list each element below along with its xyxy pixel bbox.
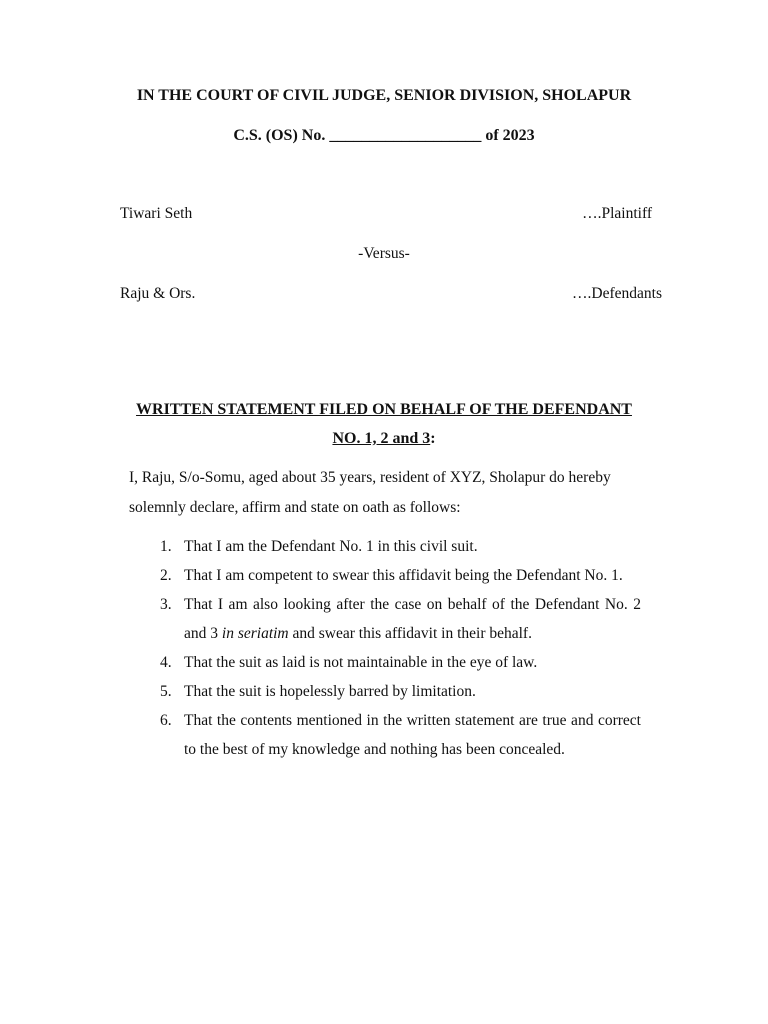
- item-text-before: That I am also looking after the case on behalf of the Defendant No. 2 and 3: [184, 596, 641, 642]
- versus-label: -Versus-: [358, 245, 410, 262]
- statement-heading-text: WRITTEN STATEMENT FILED ON BEHALF OF THE DEFENDANT: [136, 401, 632, 418]
- statement-heading-colon: :: [430, 430, 436, 447]
- defendant-role: ….Defendants: [572, 285, 662, 302]
- item-text: That the suit is hopelessly barred by limitation.: [184, 683, 476, 700]
- list-item: [160, 561, 641, 590]
- item-number: 1.: [160, 538, 172, 555]
- statement-heading-line1: [0, 401, 768, 419]
- item-number: 3.: [160, 596, 172, 613]
- plaintiff-name: Tiwari Seth: [120, 205, 193, 222]
- declaration-intro: I, Raju, S/o-Somu, aged about 35 years, resident of XYZ, Sholapur do hereby solemnly declare, affirm and state on oath as follows:: [129, 469, 611, 516]
- item-number: 5.: [160, 683, 172, 700]
- list-item: [160, 677, 641, 706]
- item-text-after: and swear this affidavit in their behalf.: [288, 625, 532, 642]
- item-text: That the suit as laid is not maintainable in the eye of law.: [184, 654, 538, 671]
- item-text-italic: in seriatim: [221, 625, 289, 642]
- item-text: That I am competent to swear this affidavit being the Defendant No. 1.: [184, 567, 623, 584]
- item-text: [184, 596, 641, 642]
- court-title: IN THE COURT OF CIVIL JUDGE, SENIOR DIVISION, SHOLAPUR: [136, 87, 632, 104]
- affidavit-items: [160, 532, 641, 764]
- item-number: 4.: [160, 654, 172, 671]
- list-item: [160, 648, 641, 677]
- statement-heading-line2: [0, 430, 768, 448]
- defendant-name: Raju & Ors.: [120, 285, 196, 302]
- list-item: [160, 590, 641, 648]
- case-number: C.S. (OS) No. ___________________ of 2023: [233, 127, 535, 144]
- item-text: That the contents mentioned in the written statement are true and correct to the best of my knowledge and nothing has been concealed.: [184, 712, 641, 758]
- item-number: 2.: [160, 567, 172, 584]
- list-item: [160, 532, 641, 561]
- plaintiff-role: ….Plaintiff: [582, 205, 652, 222]
- item-number: 6.: [160, 712, 172, 729]
- list-item: [160, 706, 641, 764]
- item-text: That I am the Defendant No. 1 in this civil suit.: [184, 538, 478, 555]
- statement-heading-defendants: NO. 1, 2 and 3: [332, 430, 431, 447]
